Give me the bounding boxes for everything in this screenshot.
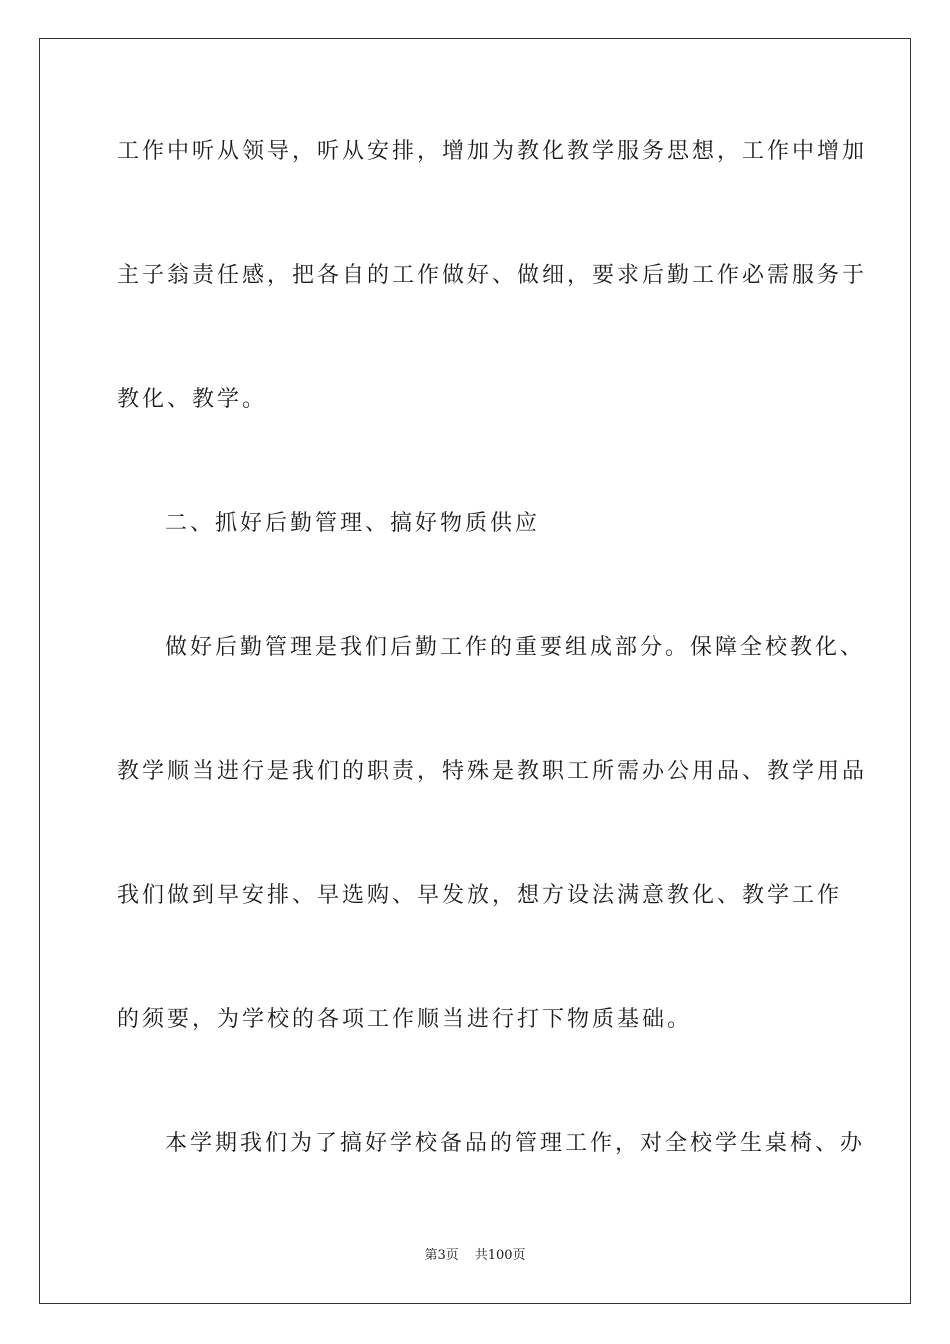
page-total: 共100页 bbox=[474, 1248, 526, 1263]
body-line-6: 教学顺当进行是我们的职责，特殊是教职工所需办公用品、教学用品 bbox=[117, 759, 868, 784]
body-line-2: 主子翁责任感，把各自的工作做好、做细，要求后勤工作必需服务于 bbox=[117, 263, 868, 288]
page-number: 第3页 bbox=[424, 1248, 459, 1263]
section-heading: 二、抓好后勤管理、搞好物质供应 bbox=[165, 511, 541, 536]
page-border bbox=[39, 38, 911, 1304]
page-footer bbox=[0, 1247, 950, 1265]
body-line-7: 我们做到早安排、早选购、早发放，想方设法满意教化、教学工作 bbox=[117, 883, 843, 908]
body-line-8: 的须要，为学校的各项工作顺当进行打下物质基础。 bbox=[117, 1007, 693, 1032]
body-line-5: 做好后勤管理是我们后勤工作的重要组成部分。保障全校教化、 bbox=[165, 635, 866, 660]
body-line-9: 本学期我们为了搞好学校备品的管理工作，对全校学生桌椅、办 bbox=[165, 1131, 866, 1156]
body-line-1: 工作中听从领导，听从安排，增加为教化教学服务思想，工作中增加 bbox=[117, 139, 868, 164]
body-line-3: 教化、教学。 bbox=[117, 387, 268, 412]
